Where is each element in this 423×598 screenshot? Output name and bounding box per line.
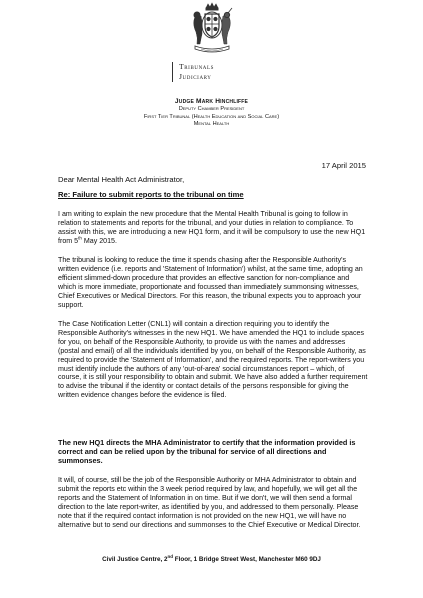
paragraph-4-bold: The new HQ1 directs the MHA Administrator to certify that the information provided is correct and can be relied upon by the tribunal for service of all directions and summonses. xyxy=(58,438,356,466)
paragraph-5: It will, of course, still be the job of the Responsible Authority or MHA Administrator to obtain and submit the reports etc within the 3 week period required by law, and hopefully, we will get all the reports and the Statement of Information in on time. But if we don't, we will then send a formal direction to the late report-writer, as identified by you, and addressed to them personally. Please note that if the required contact information is not provided on the new HQ1, we will have no alternative but to send our directions and summonses to the Chief Executive or Medical Director. xyxy=(58,476,361,529)
paragraph-1-text: I am writing to explain the new procedure that the Mental Health Tribunal is going to follow in relation to statements and reports for the tribunal, and your duties in relation to compliance. To assist with this, we are introducing a new HQ1 form, and it will be compulsory to use the new HQ1 from 5 xyxy=(58,210,366,245)
tribunals-judiciary-logo xyxy=(172,62,259,82)
salutation: Dear Mental Health Act Administrator, xyxy=(58,175,185,184)
logo-line-judiciary: Judiciary xyxy=(179,72,212,81)
paragraph-1 xyxy=(58,210,368,246)
subject-line: Re: Failure to submit reports to the tribunal on time xyxy=(58,190,244,199)
footer-address xyxy=(0,553,423,563)
paragraph-2: The tribunal is looking to reduce the time it spends chasing after the Responsible Authority's written evidence (i.e. reports and 'Statement of Information') whilst, at the same time, adopting an efficient slimmed-down procedure that provides an effective sanction for non-compliance and which is more immediate, proportionate and focussed than immediately summonsing witnesses, Chief Executives or Medical Directors. For this reason, the tribunal expects you to approach your support. xyxy=(58,256,363,309)
judge-role-1: Deputy Chamber President xyxy=(178,106,245,112)
paragraph-1-superscript: th xyxy=(78,235,82,241)
footer-address-text: Civil Justice Centre, 2 xyxy=(102,556,168,563)
royal-coat-of-arms-icon xyxy=(187,2,237,56)
judge-name: Judge Mark Hinchliffe xyxy=(174,98,249,105)
judge-role-3: Mental Health xyxy=(193,121,230,127)
footer-address-end: Floor, 1 Bridge Street West, Manchester M60 9DJ xyxy=(173,556,321,563)
judge-role-2: First Tier Tribunal (Health Education and Social Care) xyxy=(143,113,280,120)
logo-line-tribunals: Tribunals xyxy=(179,62,215,71)
paragraph-1-end: May 2015. xyxy=(81,236,117,245)
footer-address-superscript: nd xyxy=(167,553,174,559)
judge-block xyxy=(0,97,423,129)
letter-date: 17 April 2015 xyxy=(321,161,366,170)
paragraph-3: The Case Notification Letter (CNL1) will contain a direction requiring you to identify the Responsible Authority's witnesses in the new HQ1. We have amended the HQ1 to include spaces for you, on behalf of the Responsible Authority, to provide us with the names and addresses (postal and email) of all the individuals identified by you, on behalf of the Responsible Authority, as required to provide the 'Statement of Information', and the required reports. The report-writers you must identify include the authors of any 'out-of-area' social circumstances report – which, of course, it is still your responsibility to obtain and submit. We have also added a further requirement to advise the tribunal if the identity or contact details of the persons responsible for giving the written evidence changes before the evidence is filed. xyxy=(58,320,368,400)
